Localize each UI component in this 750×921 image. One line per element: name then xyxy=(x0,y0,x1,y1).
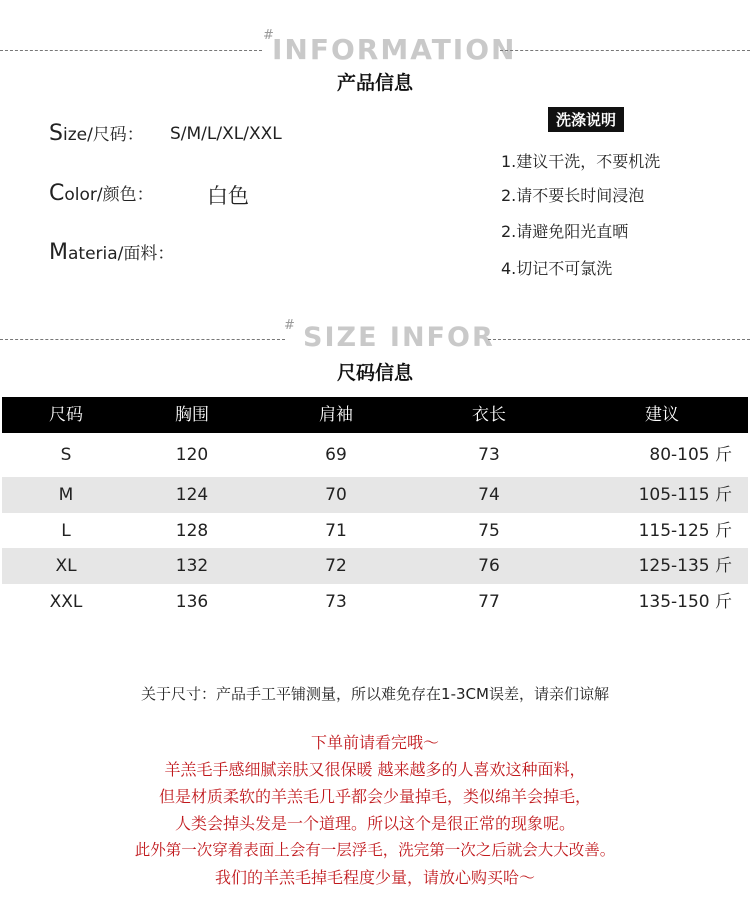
section-divider-right xyxy=(500,50,750,51)
notice-line: 此外第一次穿着表面上会有一层浮毛，洗完第一次之后就会大大改善。 xyxy=(134,841,616,859)
cell-shoulder-sleeve: 70 xyxy=(325,485,347,505)
notice-line: 人类会掉头发是一个道理。所以这个是很正常的现象呢。 xyxy=(174,814,575,833)
table-row xyxy=(2,513,748,549)
cell-size: S xyxy=(60,445,72,465)
cell-length: 77 xyxy=(478,592,500,612)
cell-length: 74 xyxy=(478,485,500,505)
table-row xyxy=(2,437,748,473)
section-divider-left xyxy=(0,339,285,340)
cell-recommend: 125-135 斤 xyxy=(638,556,732,576)
cell-length: 75 xyxy=(478,521,500,541)
notice-line: 下单前请看完哦～ xyxy=(310,733,439,752)
cell-size: L xyxy=(61,521,71,541)
size-table-header xyxy=(2,397,748,433)
header-shoulder-sleeve: 肩袖 xyxy=(319,405,353,425)
washing-item: 4.切记不可氯洗 xyxy=(501,259,613,278)
table-row xyxy=(2,584,748,620)
color-label: Color/颜色： xyxy=(49,181,154,206)
washing-item: 1.建议干洗，不要机洗 xyxy=(501,152,661,171)
cell-length: 76 xyxy=(478,556,500,576)
cell-length: 73 xyxy=(478,445,500,465)
cell-chest: 128 xyxy=(175,521,209,541)
size-info-subtitle: 尺码信息 xyxy=(336,362,413,384)
color-value: 白色 xyxy=(207,184,249,208)
cell-recommend: 115-125 斤 xyxy=(638,521,732,541)
washing-title-badge: 洗涤说明 xyxy=(548,107,624,132)
cell-chest: 120 xyxy=(175,445,209,465)
cell-size: XXL xyxy=(49,592,83,612)
notice-line: 我们的羊羔毛掉毛程度少量，请放心购买哈～ xyxy=(214,868,535,887)
cell-shoulder-sleeve: 72 xyxy=(325,556,347,576)
hash-mark: # xyxy=(284,318,295,333)
table-row xyxy=(2,548,748,584)
cell-recommend: 105-115 斤 xyxy=(638,485,732,505)
cell-chest: 124 xyxy=(175,485,209,505)
section-divider-left xyxy=(0,50,262,51)
header-length: 衣长 xyxy=(472,405,506,425)
cell-shoulder-sleeve: 71 xyxy=(325,521,347,541)
header-recommend: 建议 xyxy=(645,405,679,425)
cell-chest: 132 xyxy=(175,556,209,576)
information-title: INFORMATION xyxy=(272,33,517,66)
measurement-note: 关于尺寸：产品手工平铺测量，所以难免存在1-3CM误差，请亲们谅解 xyxy=(141,685,609,703)
washing-item: 2.请避免阳光直晒 xyxy=(501,222,629,241)
header-size: 尺码 xyxy=(49,405,83,425)
cell-chest: 136 xyxy=(175,592,209,612)
washing-item: 2.请不要长时间浸泡 xyxy=(501,186,645,205)
product-info-subtitle: 产品信息 xyxy=(336,72,413,94)
cell-size: M xyxy=(58,485,74,505)
material-label: Materia/面料： xyxy=(49,240,175,265)
table-row xyxy=(2,477,748,513)
size-infor-title: SIZE INFOR xyxy=(303,322,495,353)
cell-size: XL xyxy=(55,556,77,576)
cell-shoulder-sleeve: 73 xyxy=(325,592,347,612)
hash-mark: # xyxy=(263,28,274,43)
header-chest: 胸围 xyxy=(175,405,209,425)
size-value: S/M/L/XL/XXL xyxy=(170,124,282,144)
notice-line: 但是材质柔软的羊羔毛几乎都会少量掉毛，类似绵羊会掉毛， xyxy=(158,787,591,806)
notice-line: 羊羔毛手感细腻亲肤又很保暖 越来越多的人喜欢这种面料， xyxy=(164,760,586,779)
size-label: Size/尺码： xyxy=(49,121,144,146)
cell-recommend: 80-105 斤 xyxy=(649,445,732,465)
cell-recommend: 135-150 斤 xyxy=(638,592,732,612)
cell-shoulder-sleeve: 69 xyxy=(325,445,347,465)
section-divider-right xyxy=(488,339,750,340)
